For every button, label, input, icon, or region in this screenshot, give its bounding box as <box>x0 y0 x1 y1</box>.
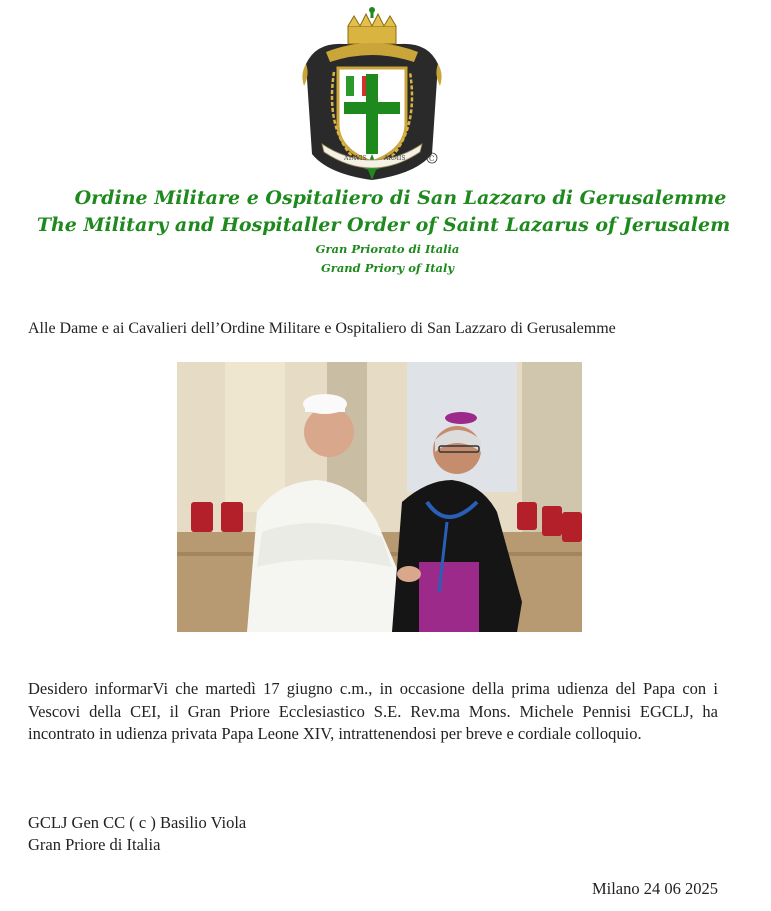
priory-subtitle-italian: Gran Priorato di Italia <box>315 242 460 256</box>
crest-motto-left: ATAVIS <box>344 155 367 162</box>
order-title-italian: Ordine Militare e Ospitaliero di San Lazzaro di Gerusalemme <box>74 187 727 209</box>
audience-photo <box>177 362 582 632</box>
letter-body: Desidero informarVi che martedì 17 giugno c.m., in occasione della prima udienza del Papa con i Vescovi della CEI, il Gran Priore Ecclesiastico S.E. Rev.ma Mons. Michele Pennisi EGCLJ, ha incontrato in udienza privata Papa Leone XIV, intrattenendosi per breve e cordiale colloquio. <box>28 679 718 743</box>
svg-text:C: C <box>429 155 435 163</box>
signature-name: GCLJ Gen CC ( c ) Basilio Viola <box>28 813 247 832</box>
order-title-english: The Military and Hospitaller Order of Saint Lazarus of Jerusalem <box>36 214 731 236</box>
addressee-line: Alle Dame e ai Cavalieri dell’Ordine Militare e Ospitaliero di San Lazzaro di Gerusalemme <box>28 320 616 337</box>
priory-subtitle-english: Grand Priory of Italy <box>320 261 455 275</box>
signature-role: Gran Priore di Italia <box>28 835 161 854</box>
crest-motto-right: ARMIS <box>384 155 406 162</box>
order-coat-of-arms <box>296 4 448 186</box>
place-date-line: Milano 24 06 2025 <box>591 879 718 898</box>
